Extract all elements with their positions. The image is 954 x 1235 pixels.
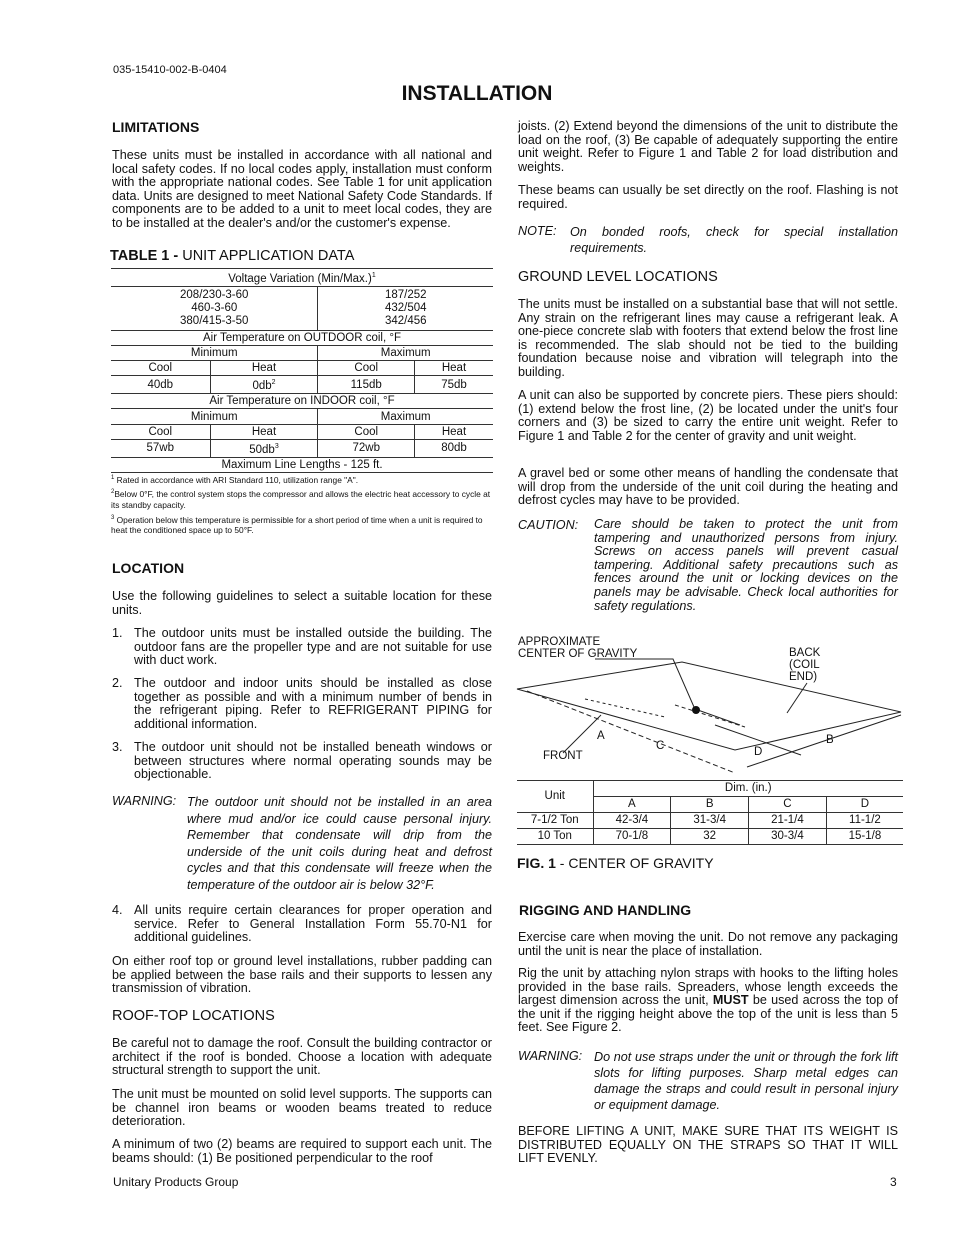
indoor-maximum: Maximum <box>318 409 493 424</box>
beams-text: These beams can usually be set directly on the roof. Flashing is not required. <box>518 183 898 211</box>
outdoor-minimum: Minimum <box>111 346 318 361</box>
outdoor-min-cool: 40db <box>111 376 210 394</box>
row-value: 31-3/4 <box>671 813 749 829</box>
location-item-4: 4. All units require certain clearances for proper operation and service. Refer to General Installation Form 55.70-N1 for additional guidelines. <box>112 903 492 945</box>
dim-a-line <box>527 691 735 773</box>
unit-header: Unit <box>517 781 593 813</box>
row-value: 11-1/2 <box>826 813 903 829</box>
footnote-1: $^1$ Rated in accordance with ARI Standard 110, utilization range "A". <box>111 474 359 485</box>
footnote-3: $^3$ Operation below this temperature is permissible for a short period of time when a unit is required to heat the conditioned space up to 50°F. <box>111 514 483 536</box>
location-item-1: 1. The outdoor units must be installed outside the building. The outdoor fans are the propeller type and are not suitable for use with duct work. <box>112 626 492 668</box>
footer-company: Unitary Products Group <box>113 1175 239 1189</box>
cg-label: APPROXIMATE CENTER OF GRAVITY <box>518 636 638 660</box>
dim-b-label: B <box>826 734 834 746</box>
indoor-max-heat-label: Heat <box>414 424 493 439</box>
note-text: On bonded roofs, check for special installation requirements. <box>570 225 898 255</box>
rooftop-p3: A minimum of two (2) beams are required to support each unit. The beams should: (1) Be positioned perpendicular to the roof <box>112 1137 492 1165</box>
col-c-header: C <box>749 797 827 813</box>
outdoor-max-cool-label: Cool <box>318 361 415 376</box>
row-unit: 10 Ton <box>517 829 593 845</box>
rigging-p1: Exercise care when moving the unit. Do not remove any packaging until the unit is near the place of installation. <box>518 930 898 958</box>
indoor-header: Air Temperature on INDOOR coil, °F <box>111 394 493 409</box>
location-intro: Use the following guidelines to select a suitable location for these units. <box>112 589 492 617</box>
center-of-gravity-table <box>517 780 903 845</box>
row-value: 32 <box>671 829 749 845</box>
outdoor-max-cool: 115db <box>318 376 415 394</box>
dim-d-label: D <box>754 746 763 758</box>
rigging-warning-text: Do not use straps under the unit or through the fork lift slots for lifting purposes. Sharp metal edges can damage the straps and could result in personal injury or equipment damage. <box>594 1050 898 1112</box>
indoor-minimum: Minimum <box>111 409 318 424</box>
unit-application-table <box>111 268 493 473</box>
table1-caption-label: TABLE 1 - <box>110 248 179 264</box>
rigging-heading: RIGGING AND HANDLING <box>519 902 692 918</box>
center-of-gravity-diagram <box>515 655 905 775</box>
rooftop-p1: Be careful not to damage the roof. Consult the building contractor or architect if the roof is bonded. Choose a location with adequate structural strength to support the unit. <box>112 1036 492 1078</box>
ground-level-heading: GROUND LEVEL LOCATIONS <box>518 269 718 285</box>
ground-p2: A unit can also be supported by concrete piers. These piers should: (1) extend below the frost line, (2) be located under the unit's four corners and (3) be sized to carry the entire unit weight. Refer to Figure 1 and Table 2 for the center of gravity and unit weight. <box>518 388 898 443</box>
caution-label: CAUTION: <box>518 518 579 532</box>
table-row <box>517 813 903 829</box>
indoor-min-heat: $50db^3$ <box>210 439 318 457</box>
dim-header: Dim. (in.) <box>593 781 903 797</box>
table1-caption-title: UNIT APPLICATION DATA <box>178 248 355 264</box>
indoor-min-heat-label: Heat <box>210 424 318 439</box>
footnote-2: $^2$Below 0°F, the control system stops the compressor and allows the electric heat accessory to cycle at its standby capacity. <box>111 489 491 510</box>
back-coil-end-label: BACK (COIL END) <box>789 647 821 683</box>
location-warning-label: WARNING: <box>112 794 177 808</box>
cg-point <box>692 706 700 714</box>
indoor-min-cool: 57wb <box>111 439 210 457</box>
lifting-caution-text: BEFORE LIFTING A UNIT, MAKE SURE THAT ITS WEIGHT IS DISTRIBUTED EQUALLY ON THE STRAPS SO THAT IT WILL LIFT EVENLY. <box>518 1124 898 1166</box>
dim-c-label: C <box>656 740 665 752</box>
front-leader <box>563 715 601 753</box>
outdoor-min-heat: $0db^2$ <box>210 376 318 394</box>
document-number: 035-15410-002-B-0404 <box>113 64 227 76</box>
location-heading: LOCATION <box>112 560 185 576</box>
dim-d-line <box>715 725 801 755</box>
voltage-cell: 208/230-3-60 460-3-60 380/415-3-50 <box>111 286 318 330</box>
row-value: 42-3/4 <box>593 813 671 829</box>
outdoor-min-heat-label: Heat <box>210 361 318 376</box>
cg-ref-line <box>695 709 740 725</box>
figure1-caption: FIG. 1 - CENTER OF GRAVITY <box>517 855 714 871</box>
col-d-header: D <box>826 797 903 813</box>
outdoor-maximum: Maximum <box>318 346 493 361</box>
row-value: 15-1/8 <box>826 829 903 845</box>
limitations-heading: LIMITATIONS <box>112 119 200 135</box>
dim-c-line <box>675 705 745 727</box>
rooftop-heading: ROOF-TOP LOCATIONS <box>112 1008 275 1024</box>
table-row <box>517 829 903 845</box>
unit-outline <box>517 662 901 750</box>
outdoor-max-heat: 75db <box>414 376 493 394</box>
row-unit: 7-1/2 Ton <box>517 813 593 829</box>
page-title: INSTALLATION <box>401 82 553 105</box>
caution-text: Care should be taken to protect the unit from tampering and unauthorized persons from injury. Screws on access panels will prevent casual tampering. Additional safety precautions such as fences around the unit or locking devices on the panels may be advisable. Check local authorities for safety regulations. <box>594 517 898 613</box>
back-leader <box>787 683 807 713</box>
table1-caption <box>110 248 354 264</box>
limitations-text: These units must be installed in accordance with all national and local safety codes. If no local codes apply, installation must conform with the appropriate national codes. See Table 1 for unit application data. Units are designed to meet National Safety Code Standards. If components are to be added to a unit to meet local codes, they are to be installed at the dealer's and/or the customer's expense. <box>112 148 492 230</box>
dim-ext-line <box>585 699 665 717</box>
rooftop-p2: The unit must be mounted on solid level supports. The supports can be channel iron beams or wooden beams treated to reduce deterioration. <box>112 1087 492 1129</box>
indoor-max-heat: 80db <box>414 439 493 457</box>
rigging-p2: Rig the unit by attaching nylon straps with hooks to the lifting holes provided in the base rails. Spreaders, whose length exceeds the largest dimension across the unit, MUST be used across the top of the unit if the rigging height above the top of the unit is less than 5 feet. See Figure 2. <box>518 966 898 1035</box>
outdoor-max-heat-label: Heat <box>414 361 493 376</box>
front-label: FRONT <box>543 750 583 762</box>
location-item-3: 3. The outdoor unit should not be installed beneath windows or between structures where normal operating sounds may be objectionable. <box>112 740 492 782</box>
rigging-warning-label: WARNING: <box>518 1049 583 1063</box>
dim-b-line <box>747 715 901 767</box>
indoor-max-cool-label: Cool <box>318 424 415 439</box>
location-item-2: 2. The outdoor and indoor units should be installed as close together as possible and with a minimum number of bends in the refrigerant piping. Refer to REFRIGERANT PIPING for additional information. <box>112 676 492 731</box>
range-cell: 187/252 432/504 342/456 <box>318 286 493 330</box>
outdoor-header: Air Temperature on OUTDOOR coil, °F <box>111 330 493 345</box>
table1-footnotes <box>111 473 493 536</box>
col-a-header: A <box>593 797 671 813</box>
rubber-padding-text: On either roof top or ground level installations, rubber padding can be applied between the base rails and their supports to lessen any transmission of vibration. <box>112 954 492 996</box>
rooftop-continued: joists. (2) Extend beyond the dimensions of the unit to distribute the load on the roof, (3) Be capable of adequately supporting the entire unit weight. Refer to Figure 1 and Table 2 for load distribution and weights. <box>518 119 898 174</box>
note-label: NOTE: <box>518 224 557 238</box>
row-value: 21-1/4 <box>749 813 827 829</box>
line-length: Maximum Line Lengths - 125 ft. <box>111 457 493 472</box>
indoor-max-cool: 72wb <box>318 439 415 457</box>
row-value: 70-1/8 <box>593 829 671 845</box>
dim-a-label: A <box>597 730 605 742</box>
voltage-header: Voltage Variation $(Min/Max.)^1$ <box>111 269 493 287</box>
ground-p1: The units must be installed on a substantial base that will not settle. Any strain on the refrigerant lines may cause a refrigerant leak. A one-piece concrete slab with footers that extend below the frost line is recommended. The slab should not be tied to the building foundation because noise and vibration will telegraph into the building. <box>518 297 898 379</box>
cg-leader <box>595 659 694 707</box>
page-number: 3 <box>890 1175 897 1189</box>
ground-p3: A gravel bed or some other means of handling the condensate that will drop from the underside of the unit coil during the heating and defrost cycles may have to be provided. <box>518 466 898 508</box>
location-warning-text: The outdoor unit should not be installed in an area where mud and/or ice could cause personal injury. Remember that condensate will drip from the underside of the unit coils during heat and defrost cycles and that this condensate will freeze when the temperature of the outdoor air is below 32°F. <box>187 795 492 892</box>
col-b-header: B <box>671 797 749 813</box>
row-value: 30-3/4 <box>749 829 827 845</box>
outdoor-min-cool-label: Cool <box>111 361 210 376</box>
indoor-min-cool-label: Cool <box>111 424 210 439</box>
